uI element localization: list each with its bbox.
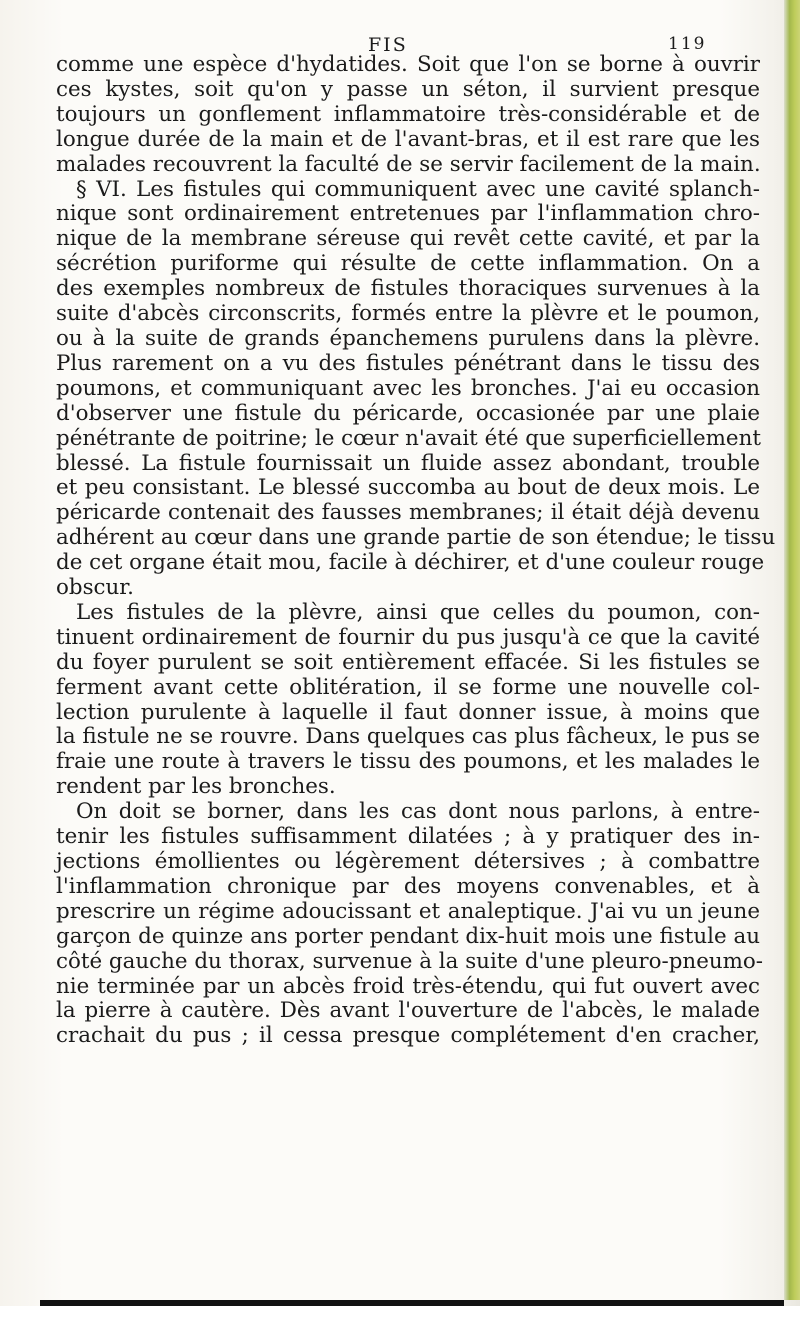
text-line: adhérent au cœur dans une grande partie de son étendue; le tissu [56,525,776,551]
page-number: 119 [668,34,707,54]
running-title: FIS [368,34,408,56]
text-line: pénétrante de poitrine; le cœur n'avait été que superficiellement [56,425,761,451]
text-line: de cet organe était mou, facile à déchirer, et d'une couleur rouge [56,550,765,576]
running-header [0,20,784,56]
text-line: ferment avant cette oblitération, il se forme une nouvelle col- [56,674,760,700]
text-line: d'observer une fistule du péricarde, occasionée par une plaie [56,400,760,426]
text-line: malades recouvrent la faculté de se servir facilement de la main. [56,151,761,177]
binding-edge [784,0,800,1300]
text-line: blessé. La fistule fournissait un fluide assez abondant, trouble [56,450,760,476]
text-line: lection purulente à laquelle il faut donner issue, à moins que [56,699,760,725]
text-line: On doit se borner, dans les cas dont nous parlons, à entre- [76,799,760,825]
text-line: tinuent ordinairement de fournir du pus jusqu'à ce que la cavité [56,624,760,650]
text-line: et peu consistant. Le blessé succomba au bout de deux mois. Le [56,475,760,501]
text-line: ou à la suite de grands épanchemens purulens dans la plèvre. [56,325,760,351]
text-line: des exemples nombreux de fistules thoraciques survenues à la [56,276,760,302]
text-line: péricarde contenait des fausses membranes; il était déjà devenu [56,500,760,526]
body-text [56,52,776,1049]
text-line: ces kystes, soit qu'on y passe un séton, il survient presque [56,76,760,102]
text-line: sécrétion puriforme qui résulte de cette inflammation. On a [56,251,760,277]
text-line: l'inflammation chronique par des moyens convenables, et à [56,873,760,899]
text-line: côté gauche du thorax, survenue à la suite d'une pleuro-pneumo- [56,948,764,974]
text-line: nique sont ordinairement entretenues par l'inflammation chro- [56,201,760,227]
text-line: nique de la membrane séreuse qui revêt cette cavité, et par la [56,226,760,252]
text-line: prescrire un régime adoucissant et analeptique. J'ai vu un jeune [56,898,760,924]
text-line: la fistule ne se rouvre. Dans quelques cas plus fâcheux, le pus se [56,724,761,750]
text-line: rendent par les bronches. [56,774,336,800]
text-line: poumons, et communiquant avec les bronches. J'ai eu occasion [56,375,760,401]
text-line: comme une espèce d'hydatides. Soit que l'on se borne à ouvrir [56,52,760,77]
text-line: obscur. [56,575,134,601]
text-line: nie terminée par un abcès froid très-étendu, qui fut ouvert avec [56,973,760,999]
text-line: toujours un gonflement inflammatoire très-considérable et de [56,101,760,127]
text-line: la pierre à cautère. Dès avant l'ouverture de l'abcès, le malade [56,998,760,1024]
text-line: du foyer purulent se soit entièrement effacée. Si les fistules se [56,649,760,675]
bottom-margin [0,1306,800,1335]
text-line: crachait du pus ; il cessa presque complétement d'en cracher, [56,1023,760,1049]
text-line: § VI. Les fistules qui communiquent avec une cavité splanch- [76,176,760,202]
text-line: Plus rarement on a vu des fistules pénétrant dans le tissu des [56,350,760,376]
text-line: fraie une route à travers le tissu des poumons, et les malades le [56,749,760,775]
text-line: garçon de quinze ans porter pendant dix-huit mois une fistule au [56,923,760,949]
text-line: suite d'abcès circonscrits, formés entre la plèvre et le poumon, [56,301,760,327]
text-line: jections émollientes ou légèrement détersives ; à combattre [56,849,760,874]
text-line: tenir les fistules suffisamment dilatées ; à y pratiquer des in- [56,824,760,850]
text-line: Les fistules de la plèvre, ainsi que celles du poumon, con- [76,599,760,625]
text-line: longue durée de la main et de l'avant-bras, et il est rare que les [56,126,760,152]
